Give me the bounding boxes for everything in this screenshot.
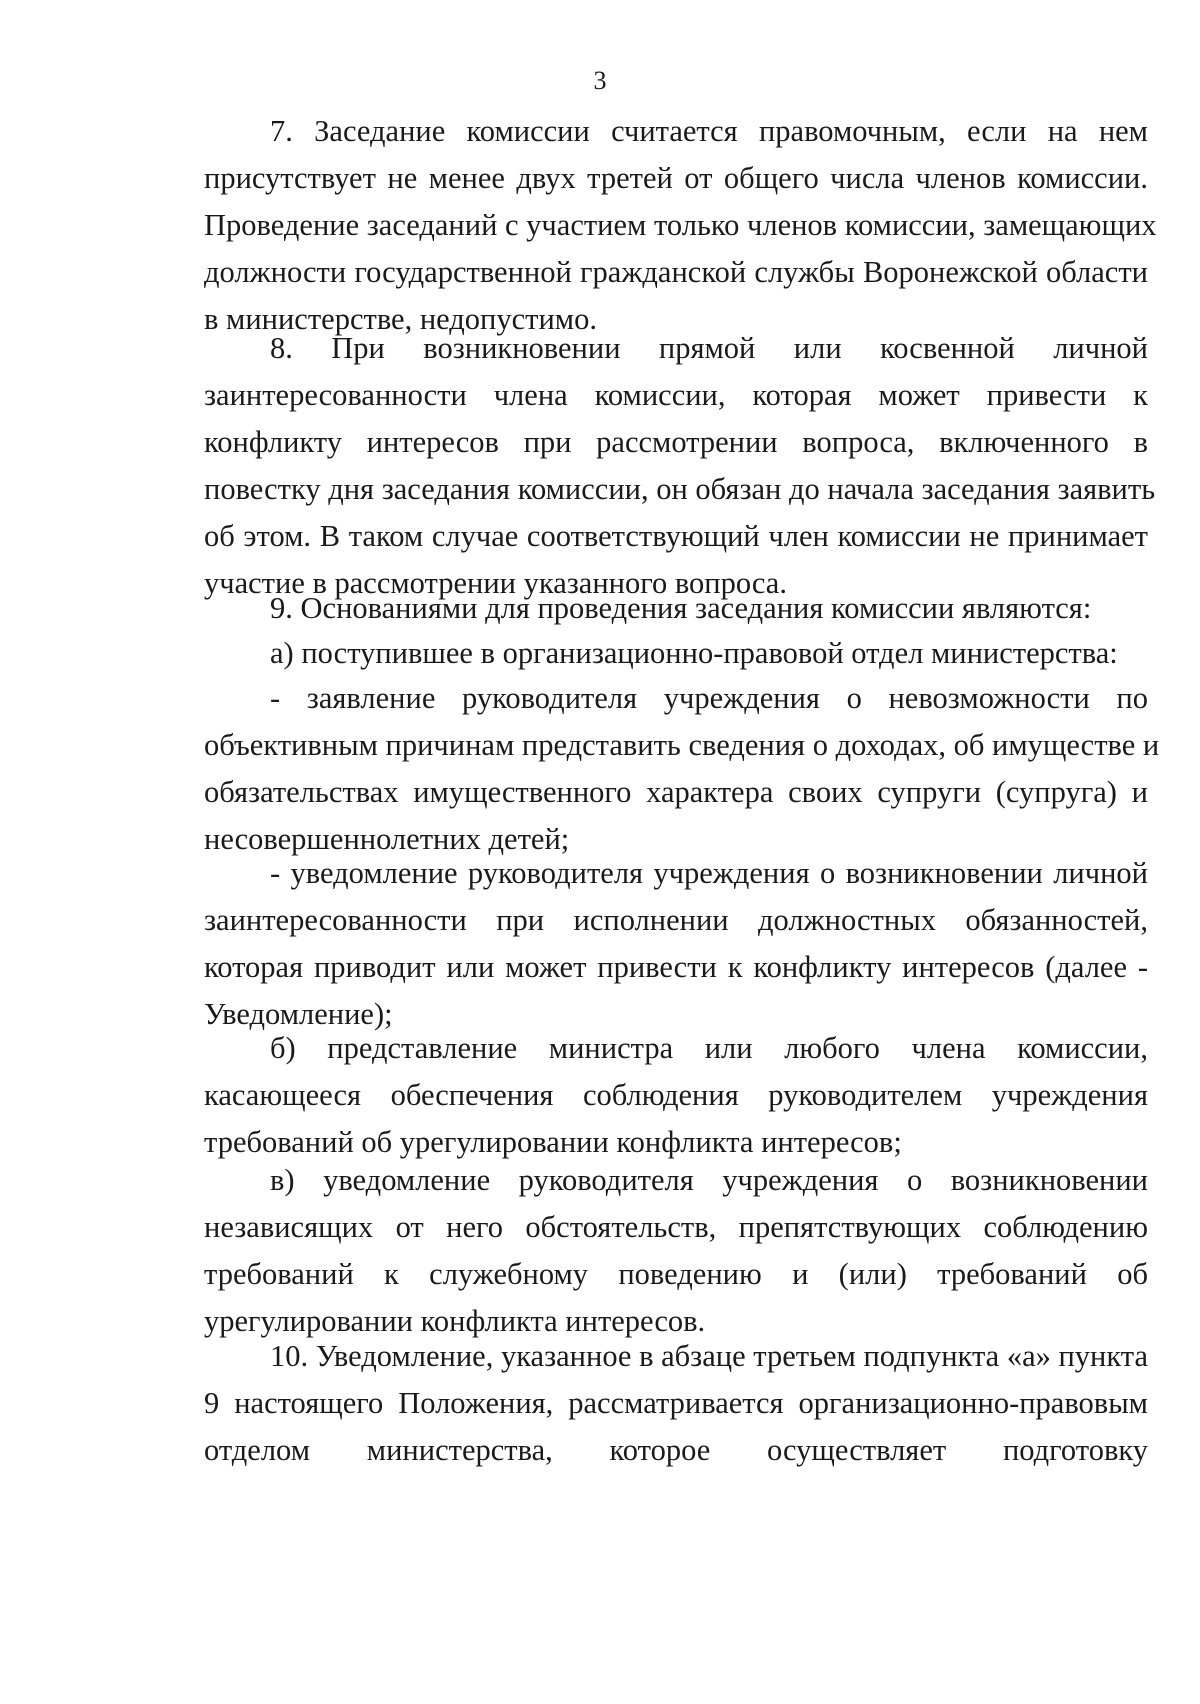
subitem-v [204,1157,1148,1345]
text-line: 10. Уведомление, указанное в абзаце третьем подпункта «а» пункта [270,1339,1149,1373]
text-line: заинтересованности члена комиссии, которая может привести к [204,378,1148,412]
text-line: отделом министерства, которое осуществляет подготовку [204,1433,1148,1467]
paragraph-9 [204,585,1148,632]
paragraph-8 [204,325,1156,607]
text-line: повестку дня заседания комиссии, он обязан до начала заседания заявить [204,472,1156,506]
text-line: в министерстве, недопустимо. [204,302,597,336]
text-line: независящих от него обстоятельств, препятствующих соблюдению [204,1210,1148,1244]
subitem-a [204,630,1148,677]
text-line: 8. При возникновении прямой или косвенной личной [270,331,1148,365]
paragraph-7 [204,108,1157,343]
dash-item-notification [204,850,1148,1038]
text-line: несовершеннолетних детей; [204,822,570,856]
text-line: Проведение заседаний с участием только членов комиссии, замещающих [204,208,1157,242]
text-line: об этом. В таком случае соответствующий член комиссии не принимает [204,519,1148,553]
text-line: урегулировании конфликта интересов. [204,1304,706,1338]
text-line: касающееся обеспечения соблюдения руководителем учреждения [204,1078,1148,1112]
text-line: присутствует не менее двух третей от общего числа членов комиссии. [204,161,1148,195]
text-line: б) представление министра или любого члена комиссии, [270,1031,1148,1065]
text-line: заинтересованности при исполнении должностных обязанностей, [204,903,1148,937]
text-line: в) уведомление руководителя учреждения о возникновении [270,1163,1148,1197]
text-line: Уведомление); [204,997,393,1031]
text-line: которая приводит или может привести к конфликту интересов (далее - [204,950,1148,984]
text-line: участие в рассмотрении указанного вопроса. [204,566,787,600]
text-line: должности государственной гражданской службы Воронежской области [204,255,1148,289]
text-line: - уведомление руководителя учреждения о возникновении личной [270,856,1148,890]
text-line: объективным причинам представить сведения о доходах, об имуществе и [204,728,1160,762]
text-line: конфликту интересов при рассмотрении вопроса, включенного в [204,425,1148,459]
subitem-b [204,1025,1148,1166]
text-line: 9 настоящего Положения, рассматривается организационно-правовым [204,1386,1148,1420]
page-number: 3 [593,66,607,95]
text-line: 9. Основаниями для проведения заседания комиссии являются: [270,591,1092,625]
text-line: а) поступившее в организационно-правовой отдел министерства: [270,636,1118,670]
paragraph-10 [204,1333,1148,1474]
text-line: требований об урегулировании конфликта интересов; [204,1125,902,1159]
text-line: - заявление руководителя учреждения о невозможности по [270,681,1148,715]
dash-item-statement [204,675,1160,863]
text-line: обязательствах имущественного характера своих супруги (супруга) и [204,775,1148,809]
text-line: требований к служебному поведению и (или) требований об [204,1257,1148,1291]
text-line: 7. Заседание комиссии считается правомочным, если на нем [270,114,1148,148]
